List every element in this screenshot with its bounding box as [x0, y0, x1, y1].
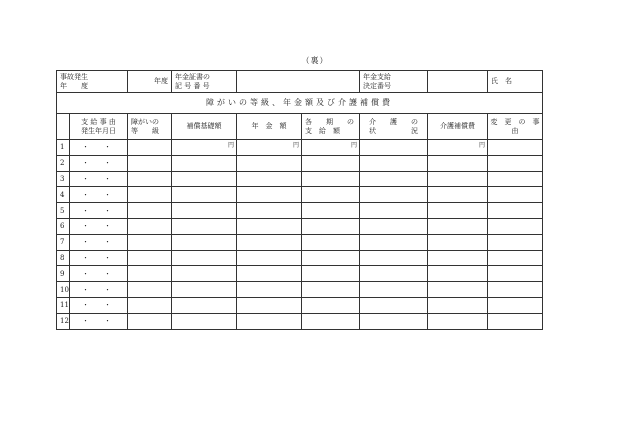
- reason-date-cell[interactable]: ・ ・: [70, 282, 128, 298]
- period-amount-cell[interactable]: [302, 313, 360, 329]
- reason-date-header-2: 発生年月日: [81, 126, 116, 135]
- period-amount-cell[interactable]: [302, 282, 360, 298]
- table-row: [57, 250, 543, 266]
- change-reason-cell[interactable]: [488, 266, 543, 282]
- care-status-cell[interactable]: [360, 266, 428, 282]
- row-number: 6: [57, 218, 70, 234]
- base-amount-cell[interactable]: [172, 218, 237, 234]
- care-status-cell[interactable]: [360, 250, 428, 266]
- care-status-cell[interactable]: [360, 155, 428, 171]
- change-reason-cell[interactable]: [488, 155, 543, 171]
- annual-amount-cell[interactable]: [237, 187, 302, 203]
- annual-amount-cell[interactable]: [237, 155, 302, 171]
- annual-amount-cell[interactable]: [237, 266, 302, 282]
- reason-date-cell[interactable]: ・ ・: [70, 171, 128, 187]
- care-compensation-cell[interactable]: [428, 171, 488, 187]
- row-number: 4: [57, 187, 70, 203]
- care-status-header: [360, 114, 428, 140]
- table-row: [57, 155, 543, 171]
- cert-number-field[interactable]: [237, 71, 360, 93]
- base-amount-cell[interactable]: [172, 297, 237, 313]
- care-compensation-cell[interactable]: [428, 250, 488, 266]
- accident-year-label-2: 年 度: [60, 81, 88, 90]
- change-reason-cell[interactable]: [488, 140, 543, 156]
- change-reason-cell[interactable]: [488, 250, 543, 266]
- section-title: 障がいの等級、年金額及び介護補償費: [57, 93, 543, 114]
- change-reason-cell[interactable]: [488, 171, 543, 187]
- care-status-cell[interactable]: [360, 297, 428, 313]
- grade-header: [128, 114, 172, 140]
- grade-header-1: 障がいの: [131, 118, 159, 127]
- care-status-cell[interactable]: [360, 171, 428, 187]
- table-row: [57, 234, 543, 250]
- grade-cell[interactable]: [128, 234, 172, 250]
- reason-date-cell[interactable]: ・ ・: [70, 187, 128, 203]
- reason-date-cell[interactable]: ・ ・: [70, 250, 128, 266]
- row-number: 8: [57, 250, 70, 266]
- grade-cell[interactable]: [128, 297, 172, 313]
- change-reason-cell[interactable]: [488, 234, 543, 250]
- page-side-label: （裏）: [301, 56, 329, 65]
- care-status-cell[interactable]: [360, 203, 428, 219]
- period-amount-header-2: 支 給 額: [305, 126, 340, 135]
- base-amount-cell[interactable]: [172, 250, 237, 266]
- row-number: 7: [57, 234, 70, 250]
- care-compensation-cell[interactable]: [428, 234, 488, 250]
- base-amount-cell[interactable]: [172, 266, 237, 282]
- grade-cell[interactable]: [128, 203, 172, 219]
- table-row: [57, 140, 543, 156]
- name-label: 氏 名: [491, 77, 512, 86]
- reason-date-cell[interactable]: ・ ・: [70, 155, 128, 171]
- period-amount-cell[interactable]: [302, 297, 360, 313]
- reason-date-cell[interactable]: ・ ・: [70, 203, 128, 219]
- annual-amount-header: 年 金 額: [237, 114, 302, 140]
- reason-date-cell[interactable]: ・ ・: [70, 313, 128, 329]
- reason-date-cell[interactable]: ・ ・: [70, 218, 128, 234]
- grade-cell[interactable]: [128, 282, 172, 298]
- data-rows: [57, 140, 543, 330]
- base-amount-cell[interactable]: [172, 234, 237, 250]
- section-title-row: [57, 93, 543, 114]
- year-suffix-cell[interactable]: [128, 71, 172, 93]
- care-status-cell[interactable]: [360, 140, 428, 156]
- accident-year-cell[interactable]: [57, 71, 128, 93]
- decision-number-field[interactable]: [428, 71, 488, 93]
- table-row: [57, 266, 543, 282]
- care-compensation-cell[interactable]: [428, 266, 488, 282]
- grade-cell[interactable]: [128, 155, 172, 171]
- change-reason-cell[interactable]: [488, 218, 543, 234]
- care-compensation-header: 介護補償費: [428, 114, 488, 140]
- decision-number-label-1: 年金支給: [363, 73, 391, 82]
- care-status-header-1: 介 護 の: [369, 118, 418, 127]
- care-compensation-cell[interactable]: [428, 218, 488, 234]
- change-reason-cell[interactable]: [488, 282, 543, 298]
- care-status-cell[interactable]: [360, 234, 428, 250]
- annual-amount-cell[interactable]: [237, 250, 302, 266]
- grade-cell[interactable]: [128, 313, 172, 329]
- compensation-table: [56, 70, 547, 330]
- base-amount-cell[interactable]: [172, 282, 237, 298]
- annual-amount-cell[interactable]: [237, 171, 302, 187]
- annual-amount-cell[interactable]: [237, 203, 302, 219]
- decision-number-label-2: 決定番号: [363, 81, 391, 90]
- period-amount-cell[interactable]: [302, 266, 360, 282]
- period-amount-cell[interactable]: [302, 171, 360, 187]
- base-amount-cell[interactable]: [172, 203, 237, 219]
- table-row: [57, 171, 543, 187]
- period-amount-cell[interactable]: 円: [302, 140, 360, 156]
- row-number: 12: [57, 313, 70, 329]
- accident-year-label-1: 事故発生: [60, 73, 88, 82]
- reason-date-header-1: 支 給 事 由: [81, 118, 116, 127]
- change-reason-header: 変 更 の 事 由: [488, 114, 543, 140]
- change-reason-cell[interactable]: [488, 297, 543, 313]
- period-amount-header-1: 各 期 の: [305, 118, 354, 127]
- care-compensation-cell[interactable]: [428, 297, 488, 313]
- grade-header-2: 等 級: [131, 126, 159, 135]
- care-status-header-2: 状 況: [369, 126, 418, 135]
- table-row: [57, 187, 543, 203]
- base-amount-header: 補償基礎額: [172, 114, 237, 140]
- row-number: 9: [57, 266, 70, 282]
- care-compensation-cell[interactable]: 円: [428, 140, 488, 156]
- period-amount-header: [302, 114, 360, 140]
- annual-amount-cell[interactable]: [237, 297, 302, 313]
- cert-number-label-2: 記 号 番 号: [175, 81, 210, 90]
- name-field[interactable]: [523, 71, 542, 92]
- reason-date-header: [70, 114, 128, 140]
- decision-number-label-cell: [360, 71, 428, 93]
- base-amount-cell[interactable]: [172, 171, 237, 187]
- care-compensation-cell[interactable]: [428, 313, 488, 329]
- cert-number-label-cell: [172, 71, 237, 93]
- grade-cell[interactable]: [128, 218, 172, 234]
- care-compensation-cell[interactable]: [428, 187, 488, 203]
- grade-cell[interactable]: [128, 250, 172, 266]
- base-amount-cell[interactable]: [172, 155, 237, 171]
- change-reason-cell[interactable]: [488, 313, 543, 329]
- row-number: 3: [57, 171, 70, 187]
- period-amount-cell[interactable]: [302, 218, 360, 234]
- change-reason-cell[interactable]: [488, 203, 543, 219]
- row-number: 1: [57, 140, 70, 156]
- reason-date-cell[interactable]: ・ ・: [70, 297, 128, 313]
- grade-cell[interactable]: [128, 187, 172, 203]
- change-reason-cell[interactable]: [488, 187, 543, 203]
- row-number: 2: [57, 155, 70, 171]
- care-status-cell[interactable]: [360, 313, 428, 329]
- reason-date-cell[interactable]: ・ ・: [70, 140, 128, 156]
- care-compensation-cell[interactable]: [428, 282, 488, 298]
- care-status-cell[interactable]: [360, 187, 428, 203]
- period-amount-cell[interactable]: [302, 203, 360, 219]
- base-amount-cell[interactable]: 円: [172, 140, 237, 156]
- annual-amount-cell[interactable]: 円: [237, 140, 302, 156]
- annual-amount-cell[interactable]: [237, 218, 302, 234]
- annual-amount-cell[interactable]: [237, 313, 302, 329]
- base-amount-cell[interactable]: [172, 313, 237, 329]
- period-amount-cell[interactable]: [302, 250, 360, 266]
- table-row: [57, 313, 543, 329]
- row-number: 11: [57, 297, 70, 313]
- grade-cell[interactable]: [128, 171, 172, 187]
- annual-amount-cell[interactable]: [237, 282, 302, 298]
- grade-cell[interactable]: [128, 140, 172, 156]
- reason-date-cell[interactable]: ・ ・: [70, 266, 128, 282]
- header-row: [57, 71, 543, 93]
- table-row: [57, 282, 543, 298]
- column-header-row: [57, 114, 543, 140]
- care-compensation-cell[interactable]: [428, 203, 488, 219]
- row-number: 10: [57, 282, 70, 298]
- row-number-header: [57, 114, 70, 140]
- base-amount-cell[interactable]: [172, 187, 237, 203]
- care-status-cell[interactable]: [360, 218, 428, 234]
- cert-number-label-1: 年金証書の: [175, 73, 210, 82]
- table-row: [57, 218, 543, 234]
- period-amount-cell[interactable]: [302, 155, 360, 171]
- row-number: 5: [57, 203, 70, 219]
- table-row: [57, 203, 543, 219]
- grade-cell[interactable]: [128, 266, 172, 282]
- name-area: [488, 71, 543, 93]
- care-status-cell[interactable]: [360, 282, 428, 298]
- period-amount-cell[interactable]: [302, 187, 360, 203]
- reason-date-cell[interactable]: ・ ・: [70, 234, 128, 250]
- year-suffix-label: 年度: [154, 77, 168, 86]
- care-compensation-cell[interactable]: [428, 155, 488, 171]
- period-amount-cell[interactable]: [302, 234, 360, 250]
- table-row: [57, 297, 543, 313]
- annual-amount-cell[interactable]: [237, 234, 302, 250]
